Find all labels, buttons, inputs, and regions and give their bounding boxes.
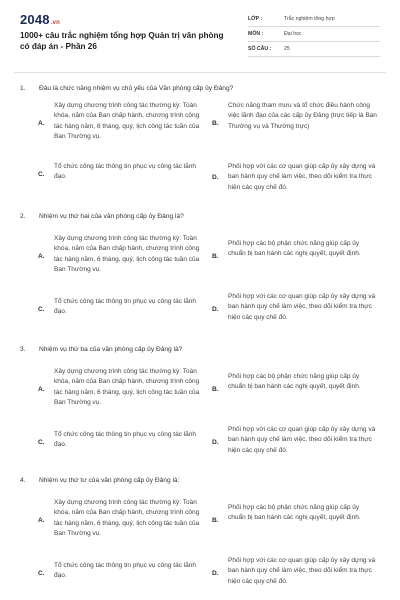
option-letter: B.	[212, 517, 219, 524]
option-letter: C.	[38, 439, 45, 446]
question-number: 3.	[20, 346, 26, 353]
option-letter: C.	[38, 171, 45, 178]
option-text: Tổ chức công tác thông tin phục vụ công tác lãnh đạo.	[54, 562, 197, 580]
option-text: Xây dựng chương trình công tác thường kỳ: Toàn khóa, năm của Ban chấp hành, chương trình công tác hàng năm, 6 tháng, quý, lịch công tác tuần của Ban Thường vụ.	[54, 499, 200, 537]
option-letter: A.	[38, 386, 45, 393]
option-letter: D.	[212, 306, 219, 313]
meta-row-count	[248, 42, 380, 57]
page-header	[0, 0, 400, 70]
site-logo[interactable]	[20, 12, 60, 27]
option-text: Phối hợp các bộ phận chức năng giúp cấp ủy chuẩn bị ban hành các nghị quyết, quyết định.	[228, 240, 361, 258]
option-letter: D.	[212, 570, 219, 577]
question-number: 1.	[20, 85, 26, 92]
meta-row-subject	[248, 27, 380, 42]
option-letter: A.	[38, 253, 45, 260]
option-letter: D.	[212, 174, 219, 181]
header-divider	[14, 72, 386, 73]
option-text: Tổ chức công tác thông tin phục vụ công tác lãnh đạo.	[54, 431, 197, 449]
option-text: Phối hợp với các cơ quan giúp cấp ủy xây dựng và ban hành quy chế làm việc, theo dõi kiểm tra thực hiện các quy chế đó.	[228, 426, 376, 454]
option-text: Phối hợp các bộ phận chức năng giúp cấp ủy chuẩn bị ban hành các nghị quyết, quyết định.	[228, 504, 361, 522]
meta-value: Đại học	[284, 31, 302, 37]
meta-table	[248, 12, 380, 57]
question-number: 4.	[20, 477, 26, 484]
logo-suffix: .vn	[50, 20, 61, 26]
question-number: 2.	[20, 213, 26, 220]
meta-key: MÔN :	[248, 31, 264, 37]
option-letter: C.	[38, 570, 45, 577]
question-prompt: Đâu là chức năng nhiệm vụ chủ yếu của Văn phòng cấp ủy Đảng?	[39, 85, 234, 92]
option-letter: A.	[38, 517, 45, 524]
option-text: Chức năng tham mưu và tổ chức điều hành công việc lãnh đạo của các cấp ủy Đảng (trực tiếp là Ban Thường vụ và Thường trực)	[228, 102, 377, 130]
document-title: 1000+ câu trắc nghiệm tổng hợp Quản trị văn phòng có đáp án - Phần 26	[20, 31, 224, 51]
option-text: Xây dựng chương trình công tác thường kỳ: Toàn khóa, năm của Ban chấp hành, chương trình công tác hàng năm, 6 tháng, quý, lịch công tác tuần của Ban Thường vụ.	[54, 235, 200, 273]
question-text	[20, 345, 182, 354]
option-text: Phối hợp các bộ phận chức năng giúp cấp ủy chuẩn bị ban hành các nghị quyết, quyết định.	[228, 373, 361, 391]
option-text: Phối hợp với các cơ quan giúp cấp ủy xây dựng và ban hành quy chế làm việc, theo dõi kiểm tra thực hiện các quy chế đó.	[228, 293, 376, 321]
question-text	[20, 212, 184, 221]
meta-value: Trắc nghiệm tổng hợp	[284, 16, 335, 22]
logo-main: 2048	[20, 12, 50, 27]
meta-row-class	[248, 12, 380, 27]
option-text: Phối hợp với các cơ quan giúp cấp ủy xây dựng và ban hành quy chế làm việc, theo dõi kiểm tra thực hiện các quy chế đó.	[228, 163, 376, 191]
option-text: Tổ chức công tác thông tin phục vụ công tác lãnh đạo.	[54, 163, 197, 181]
option-letter: C.	[38, 306, 45, 313]
option-letter: B.	[212, 386, 219, 393]
option-text: Xây dựng chương trình công tác thường kỳ: Toàn khóa, năm của Ban chấp hành, chương trình công tác hàng năm, 6 tháng, quý, lịch công tác tuần của Ban Thường vụ.	[54, 102, 200, 140]
option-letter: B.	[212, 253, 219, 260]
option-letter: A.	[38, 120, 45, 127]
option-letter: D.	[212, 439, 219, 446]
question-prompt: Nhiệm vụ thứ tư của văn phòng cấp ủy Đảng là:	[39, 477, 180, 484]
question-prompt: Nhiệm vụ thứ ba của văn phòng cấp ủy Đảng là?	[39, 346, 183, 353]
option-text: Xây dựng chương trình công tác thường kỳ: Toàn khóa, năm của Ban chấp hành, chương trình công tác hàng năm, 6 tháng, quý, lịch công tác tuần của Ban Thường vụ.	[54, 368, 200, 406]
meta-key: SỐ CÂU :	[248, 46, 272, 52]
question-text	[20, 476, 179, 485]
meta-value: 25	[284, 46, 290, 52]
option-text: Phối hợp với các cơ quan giúp cấp ủy xây dựng và ban hành quy chế làm việc, theo dõi kiểm tra thực hiện các quy chế đó.	[228, 557, 376, 585]
question-prompt: Nhiệm vụ thứ hai của văn phòng cấp ủy Đảng là?	[39, 213, 184, 220]
option-letter: B.	[212, 120, 219, 127]
question-text	[20, 84, 233, 93]
meta-key: LỚP :	[248, 16, 263, 22]
option-text: Tổ chức công tác thông tin phục vụ công tác lãnh đạo.	[54, 298, 197, 316]
